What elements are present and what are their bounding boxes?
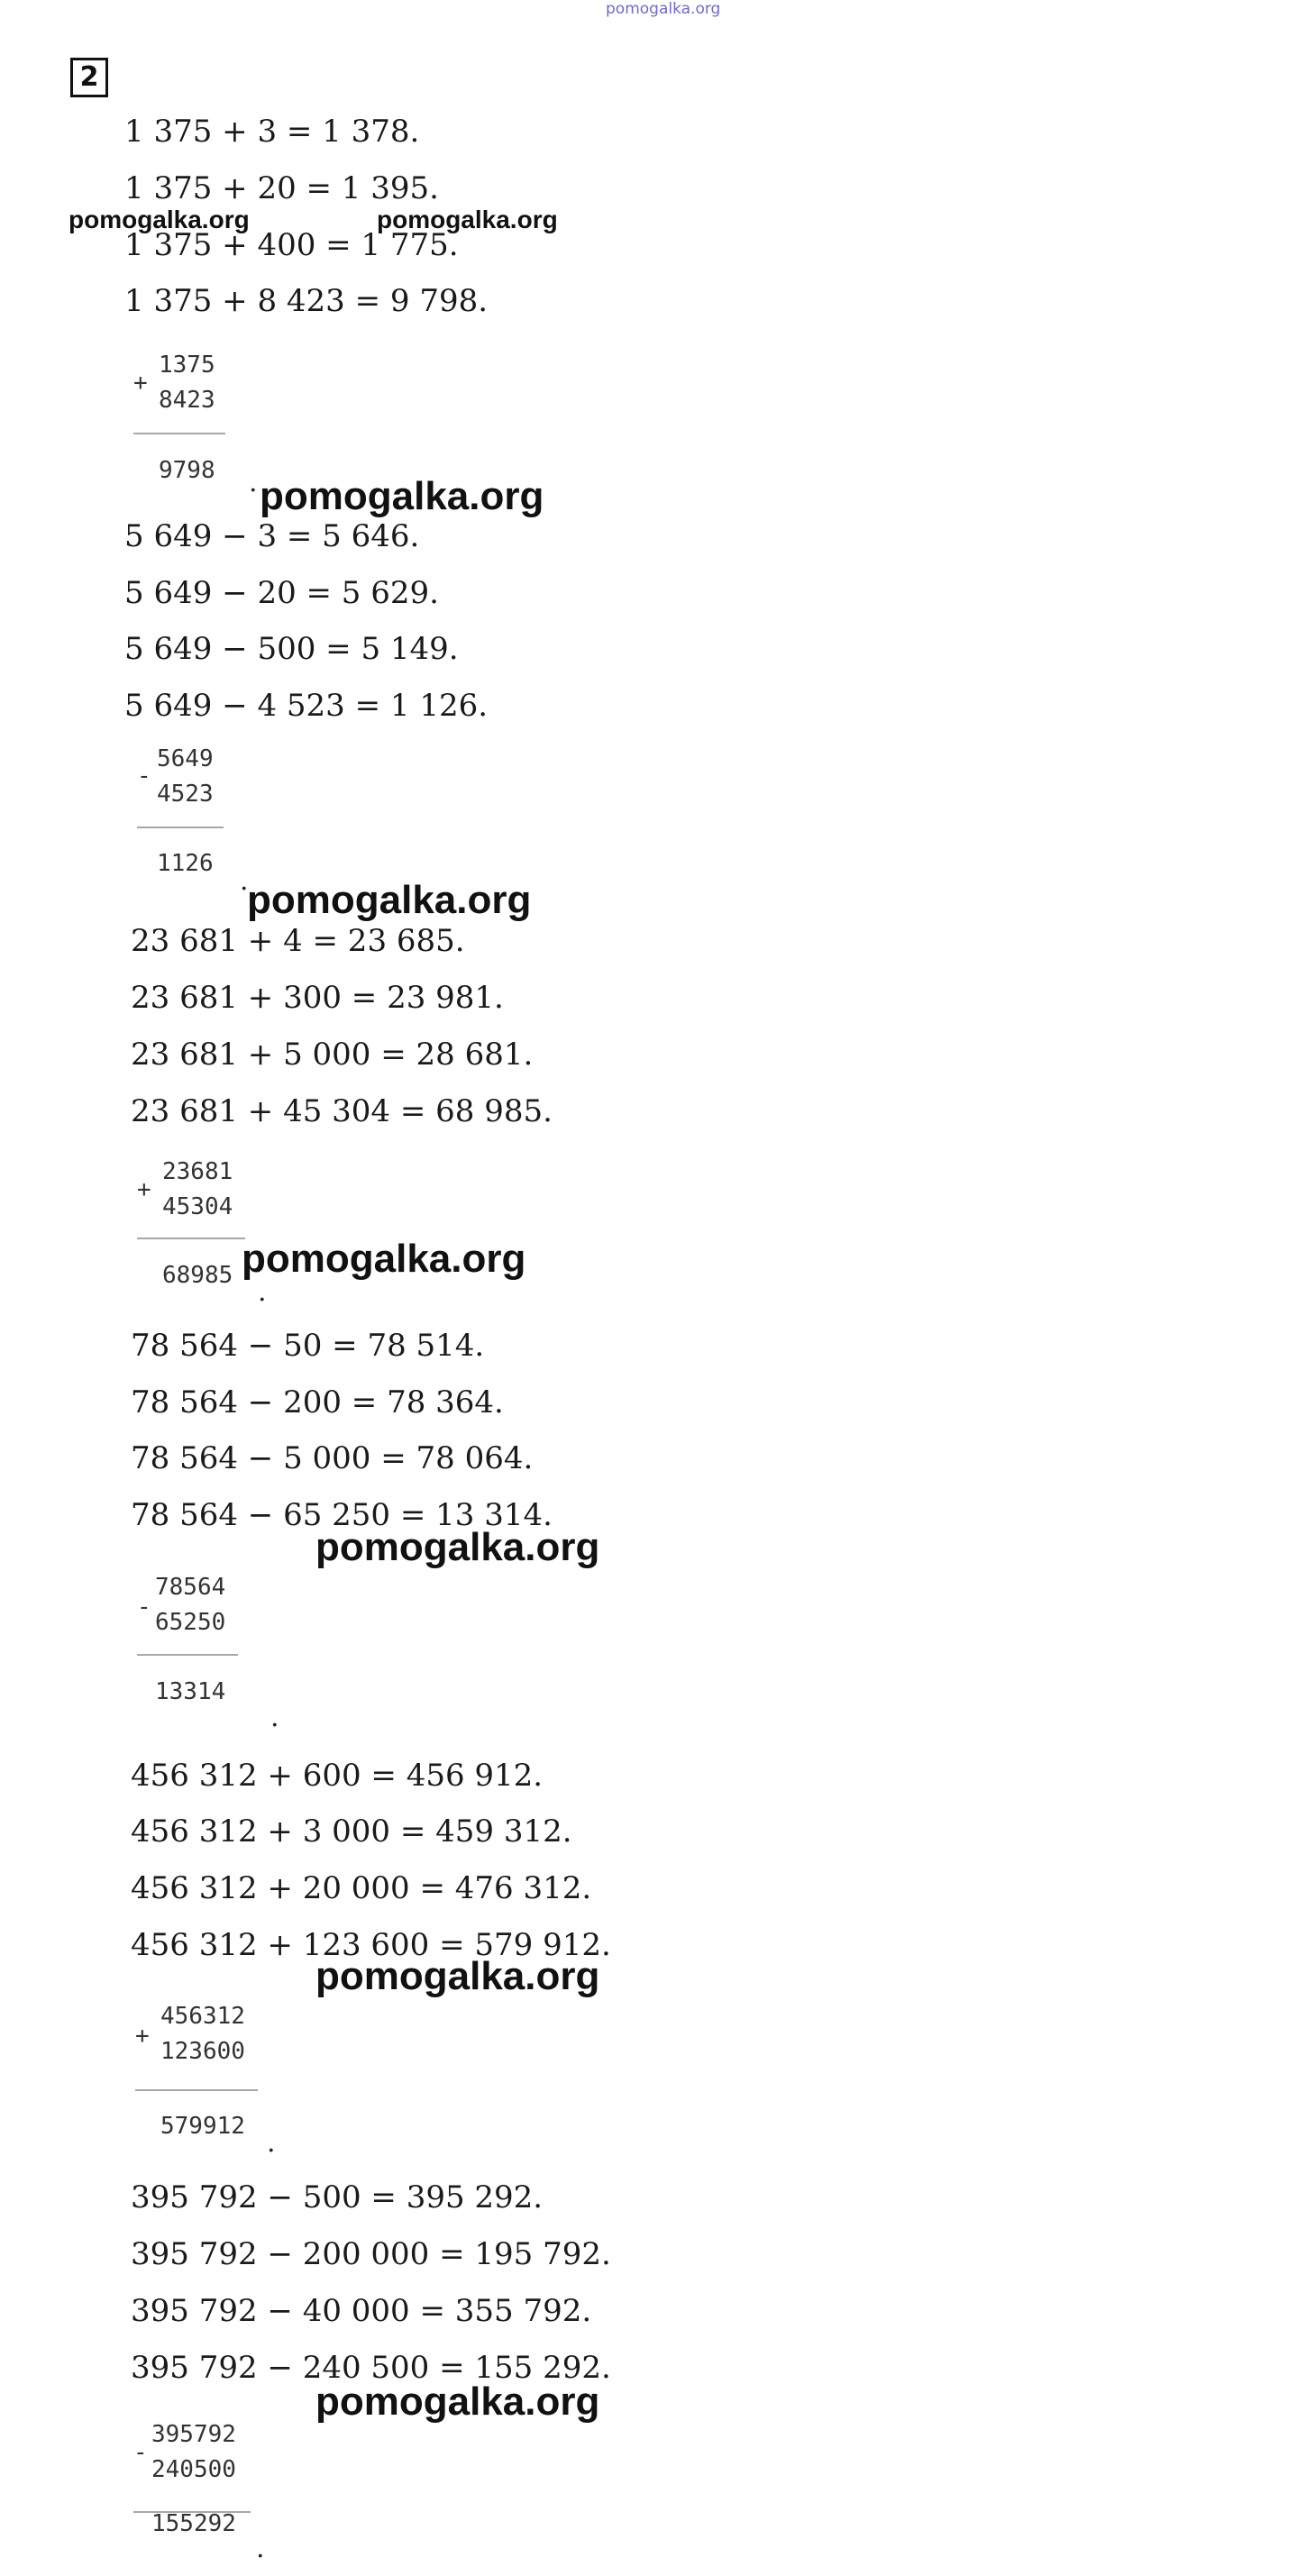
operation-sign: - [137,763,151,790]
column-period: . [249,467,258,498]
column-period: . [270,1702,279,1733]
equation: 23 681 + 4 = 23 685. [131,923,465,959]
equation: 395 792 − 200 000 = 195 792. [131,2236,611,2272]
operation-sign: + [135,2023,150,2050]
equation: 23 681 + 300 = 23 981. [131,980,504,1016]
column-operand-a: 5649 [157,745,214,772]
equation: 78 564 − 200 = 78 364. [131,1384,504,1420]
equation: 456 312 + 3 000 = 459 312. [131,1813,572,1850]
column-period: . [267,2127,276,2159]
column-operand-b: 240500 [151,2456,236,2483]
equation: 78 564 − 65 250 = 13 314. [131,1497,553,1533]
column-operand-b: 65250 [155,1609,226,1636]
column-period: . [256,2533,265,2564]
watermark-text: pomogalka.org [315,1954,600,1998]
equation: 23 681 + 45 304 = 68 985. [131,1093,553,1129]
column-rule [137,827,224,828]
task-number-box: 2 [70,58,108,97]
column-operand-b: 123600 [160,2038,245,2065]
equation: 23 681 + 5 000 = 28 681. [131,1037,534,1073]
equation: 395 792 − 240 500 = 155 292. [131,2350,611,2386]
column-result: 13314 [155,1678,226,1705]
equation: 1 375 + 3 = 1 378. [124,114,420,150]
column-operand-a: 23681 [162,1158,233,1185]
equation: 78 564 − 50 = 78 514. [131,1328,485,1364]
watermark-text: pomogalka.org [315,1525,600,1569]
equation: 1 375 + 400 = 1 775. [124,227,459,263]
column-rule [133,433,225,434]
column-period: . [258,1276,267,1308]
equation: 5 649 − 3 = 5 646. [124,518,420,554]
equation: 456 312 + 20 000 = 476 312. [131,1870,592,1906]
watermark-text: pomogalka.org [247,878,532,922]
equation: 5 649 − 500 = 5 149. [124,631,459,667]
column-result: 579912 [160,2113,245,2140]
column-result: 1126 [157,850,214,877]
equation: 395 792 − 500 = 395 292. [131,2179,544,2215]
column-operand-b: 45304 [162,1193,233,1220]
column-operand-a: 1375 [159,352,215,379]
column-period: . [240,865,249,897]
operation-sign: - [133,2439,148,2466]
watermark-text: pomogalka.org [315,2380,600,2424]
column-operand-b: 8423 [159,387,215,414]
column-result: 9798 [159,457,215,484]
header-watermark: pomogalka.org [606,0,721,18]
equation: 456 312 + 123 600 = 579 912. [131,1927,611,1963]
equation: 5 649 − 4 523 = 1 126. [124,688,489,724]
equation: 1 375 + 8 423 = 9 798. [124,283,489,319]
watermark-text: pomogalka.org [260,474,544,518]
column-operand-a: 395792 [151,2421,236,2448]
watermark-text: pomogalka.org [69,206,250,233]
column-operand-a: 456312 [160,2003,245,2030]
equation: 395 792 − 40 000 = 355 792. [131,2293,592,2329]
column-result: 155292 [151,2510,236,2537]
operation-sign: + [133,370,148,397]
operation-sign: - [137,1594,151,1621]
equation: 5 649 − 20 = 5 629. [124,575,439,611]
column-operand-a: 78564 [155,1574,226,1601]
watermark-text: pomogalka.org [242,1237,526,1281]
column-operand-b: 4523 [157,781,214,808]
column-rule [135,2089,258,2091]
operation-sign: + [137,1176,151,1203]
equation: 456 312 + 600 = 456 912. [131,1758,544,1794]
column-rule [137,1238,245,1239]
watermark-text: pomogalka.org [377,206,558,233]
column-rule [137,1654,238,1656]
equation: 78 564 − 5 000 = 78 064. [131,1440,534,1476]
column-result: 68985 [162,1262,233,1289]
equation: 1 375 + 20 = 1 395. [124,170,439,206]
